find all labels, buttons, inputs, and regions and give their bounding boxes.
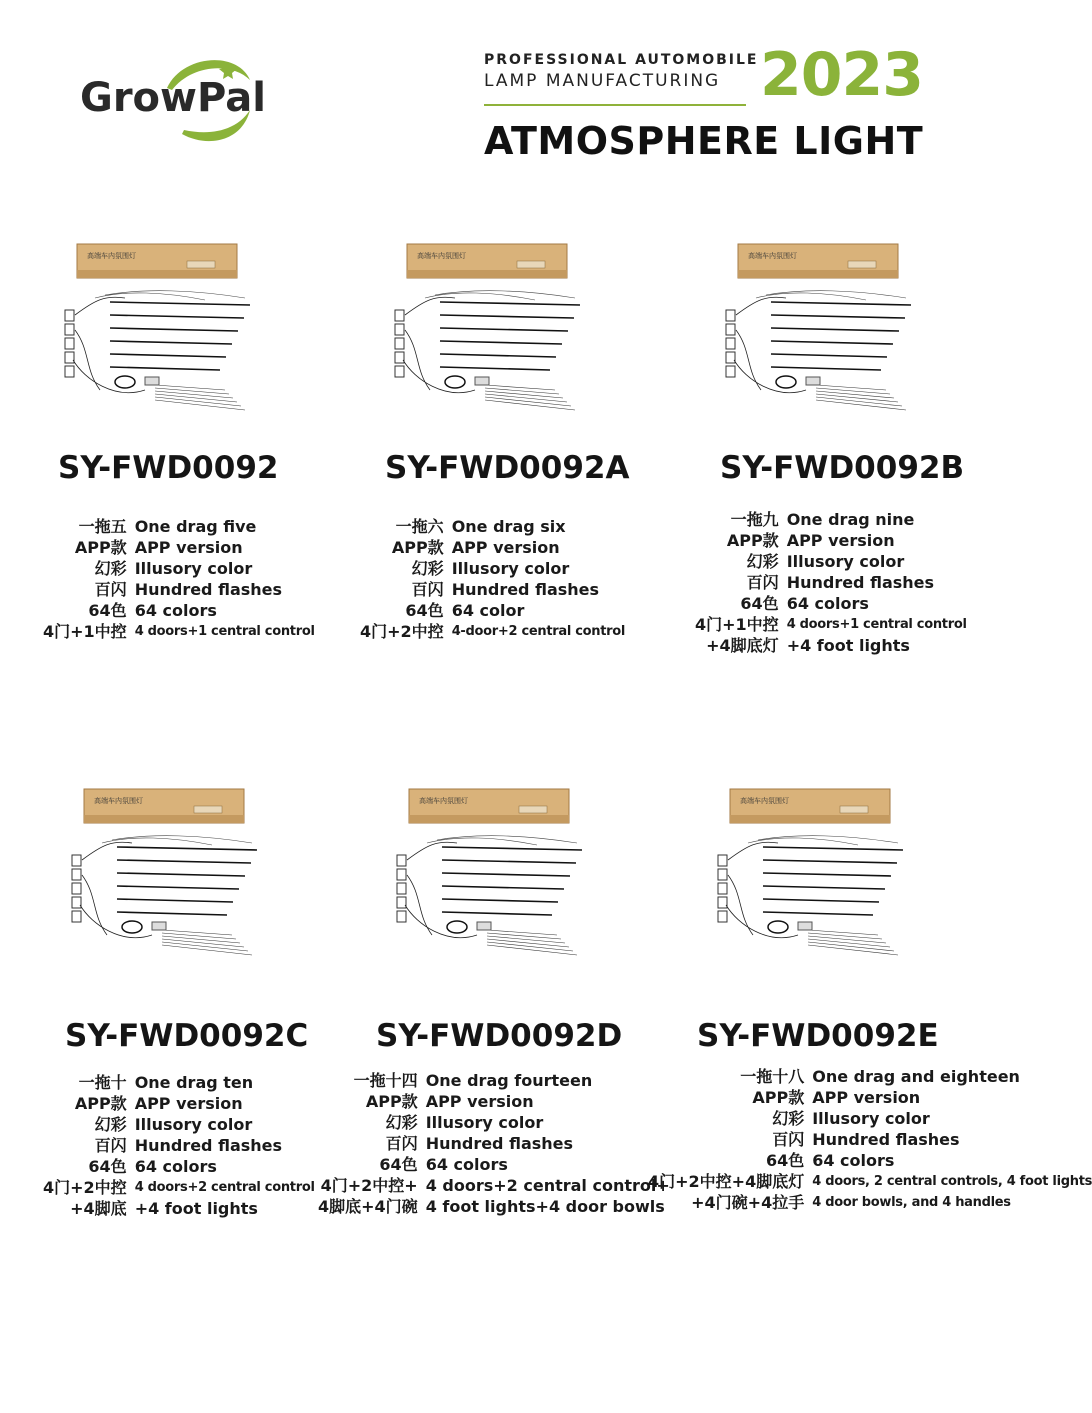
spec-label-en: 4 foot lights+4 door bowls: [425, 1197, 665, 1216]
spec-label-cn: 一拖十八: [740, 1067, 805, 1086]
product-photo: [62, 785, 262, 965]
model-number: SY-FWD0092C: [65, 1018, 309, 1054]
spec-list: [318, 1070, 670, 1217]
year-label: 2023: [760, 40, 923, 110]
spec-label-cn: 一拖九: [730, 510, 779, 529]
tagline-divider: [484, 104, 746, 106]
spec-row: [318, 1112, 670, 1133]
spec-label-en: 64 colors: [134, 1157, 217, 1176]
spec-row: [43, 1156, 315, 1177]
spec-label-cn: 64色: [88, 601, 127, 620]
spec-label-en: One drag fourteen: [425, 1071, 593, 1090]
spec-label-en: APP version: [812, 1088, 921, 1107]
spec-row: [43, 621, 315, 642]
spec-label-cn: APP款: [752, 1088, 805, 1107]
product-photo: [385, 240, 585, 420]
spec-row: [695, 614, 967, 635]
spec-label-cn: 百闪: [746, 573, 779, 592]
spec-row: [695, 572, 967, 593]
spec-row: [648, 1150, 1092, 1171]
spec-label-en: Hundred flashes: [425, 1134, 574, 1153]
spec-row: [360, 579, 625, 600]
spec-label-cn: 64色: [740, 594, 779, 613]
spec-label-cn: 幻彩: [411, 559, 444, 578]
svg-text:高端车内氛围灯: 高端车内氛围灯: [87, 252, 136, 260]
spec-label-en: APP version: [134, 1094, 243, 1113]
spec-label-cn: 64色: [88, 1157, 127, 1176]
spec-label-en: Illusory color: [786, 552, 905, 571]
spec-row: [318, 1070, 670, 1091]
spec-label-en: 4 doors+1 central control: [786, 617, 967, 632]
spec-row: [695, 530, 967, 551]
svg-text:高端车内氛围灯: 高端车内氛围灯: [748, 252, 797, 260]
spec-label-en: APP version: [786, 531, 895, 550]
spec-label-cn: +4脚底灯: [706, 636, 779, 655]
spec-label-cn: 4门+2中控+: [320, 1176, 418, 1195]
spec-label-en: 64 colors: [812, 1151, 895, 1170]
spec-label-en: Hundred flashes: [134, 1136, 283, 1155]
spec-row: [360, 600, 625, 621]
spec-label-cn: 百闪: [94, 1136, 127, 1155]
spec-label-cn: APP款: [365, 1092, 418, 1111]
spec-list: [648, 1066, 1092, 1213]
spec-row: [695, 635, 967, 656]
spec-label-en: Illusory color: [451, 559, 570, 578]
page-headline: ATMOSPHERE LIGHT: [484, 119, 924, 163]
model-number: SY-FWD0092A: [385, 450, 630, 486]
spec-label-cn: 一拖十四: [353, 1071, 418, 1090]
spec-row: [648, 1171, 1092, 1192]
spec-label-en: 4 doors+1 central control: [134, 624, 315, 639]
model-number: SY-FWD0092E: [697, 1018, 939, 1054]
tagline-line2: LAMP MANUFACTURING: [484, 71, 721, 91]
spec-row: [43, 537, 315, 558]
spec-list: [360, 516, 625, 642]
spec-row: [318, 1175, 670, 1196]
spec-label-cn: +4门碗+4拉手: [691, 1193, 805, 1212]
spec-label-cn: 一拖十: [78, 1073, 127, 1092]
spec-label-cn: APP款: [391, 538, 444, 557]
spec-label-en: One drag five: [134, 517, 257, 536]
spec-row: [318, 1154, 670, 1175]
spec-label-en: 4 doors+2 central control: [134, 1180, 315, 1195]
spec-label-cn: 一拖六: [395, 517, 444, 536]
product-photo: [716, 240, 916, 420]
spec-label-cn: 4门+1中控: [695, 615, 779, 634]
spec-row: [360, 621, 625, 642]
svg-text:高端车内氛围灯: 高端车内氛围灯: [417, 252, 466, 260]
spec-label-cn: APP款: [74, 1094, 127, 1113]
spec-row: [43, 1093, 315, 1114]
spec-row: [695, 551, 967, 572]
spec-label-en: APP version: [425, 1092, 534, 1111]
tagline-line1: PROFESSIONAL AUTOMOBILE: [484, 52, 759, 68]
spec-label-en: 4 doors+2 central control+: [425, 1176, 670, 1195]
spec-label-en: +4 foot lights: [134, 1199, 258, 1218]
spec-label-en: Hundred flashes: [134, 580, 283, 599]
spec-row: [360, 558, 625, 579]
spec-label-cn: 4门+1中控: [43, 622, 127, 641]
spec-row: [318, 1196, 670, 1217]
spec-label-cn: +4脚底: [70, 1199, 127, 1218]
spec-label-cn: 百闪: [772, 1130, 805, 1149]
spec-label-en: Illusory color: [812, 1109, 930, 1128]
spec-label-cn: 幻彩: [385, 1113, 418, 1132]
spec-row: [43, 1135, 315, 1156]
spec-row: [318, 1133, 670, 1154]
spec-label-en: One drag six: [451, 517, 566, 536]
spec-label-cn: 4门+2中控: [43, 1178, 127, 1197]
spec-row: [43, 1072, 315, 1093]
spec-label-en: Hundred flashes: [812, 1130, 960, 1149]
spec-list: [695, 509, 967, 656]
spec-label-en: One drag and eighteen: [812, 1067, 1020, 1086]
spec-row: [318, 1091, 670, 1112]
spec-row: [695, 509, 967, 530]
spec-label-cn: 一拖五: [78, 517, 127, 536]
svg-text:高端车内氛围灯: 高端车内氛围灯: [740, 797, 789, 805]
spec-row: [360, 537, 625, 558]
spec-label-en: APP version: [451, 538, 560, 557]
spec-label-en: 64 colors: [134, 601, 217, 620]
spec-row: [43, 1114, 315, 1135]
spec-label-en: Illusory color: [425, 1113, 544, 1132]
spec-row: [43, 516, 315, 537]
product-photo: [55, 240, 255, 420]
spec-label-cn: 幻彩: [746, 552, 779, 571]
spec-list: [43, 516, 315, 642]
spec-row: [43, 558, 315, 579]
spec-label-cn: APP款: [74, 538, 127, 557]
spec-label-cn: APP款: [726, 531, 779, 550]
svg-text:高端车内氛围灯: 高端车内氛围灯: [94, 797, 143, 805]
spec-label-en: One drag nine: [786, 510, 915, 529]
spec-label-en: Illusory color: [134, 1115, 253, 1134]
spec-label-en: Hundred flashes: [786, 573, 935, 592]
spec-row: [43, 1177, 315, 1198]
spec-label-cn: 百闪: [385, 1134, 418, 1153]
spec-label-en: 4 door bowls, and 4 handles: [812, 1195, 1011, 1210]
spec-label-cn: 4门+2中控+4脚底灯: [648, 1172, 805, 1191]
spec-label-cn: 4脚底+4门碗: [318, 1197, 418, 1216]
spec-label-en: 4 doors, 2 central controls, 4 foot lights: [812, 1174, 1092, 1189]
spec-label-en: +4 foot lights: [786, 636, 910, 655]
spec-row: [648, 1108, 1092, 1129]
spec-label-en: One drag ten: [134, 1073, 254, 1092]
spec-row: [695, 593, 967, 614]
spec-label-en: APP version: [134, 538, 243, 557]
svg-text:高端车内氛围灯: 高端车内氛围灯: [419, 797, 468, 805]
spec-label-cn: 幻彩: [772, 1109, 805, 1128]
spec-label-cn: 64色: [405, 601, 444, 620]
spec-label-en: Hundred flashes: [451, 580, 600, 599]
spec-label-en: 4-door+2 central control: [451, 624, 626, 639]
spec-label-en: 64 color: [451, 601, 525, 620]
spec-label-cn: 百闪: [94, 580, 127, 599]
product-photo: [708, 785, 908, 965]
product-photo: [387, 785, 587, 965]
spec-label-cn: 64色: [765, 1151, 805, 1170]
spec-row: [43, 1198, 315, 1219]
model-number: SY-FWD0092D: [376, 1018, 623, 1054]
spec-list: [43, 1072, 315, 1219]
spec-label-en: 64 colors: [425, 1155, 508, 1174]
spec-row: [648, 1066, 1092, 1087]
spec-label-cn: 4门+2中控: [360, 622, 444, 641]
spec-label-en: 64 colors: [786, 594, 869, 613]
spec-row: [648, 1192, 1092, 1213]
spec-label-cn: 百闪: [411, 580, 444, 599]
spec-row: [648, 1087, 1092, 1108]
spec-row: [360, 516, 625, 537]
model-number: SY-FWD0092B: [720, 450, 965, 486]
spec-label-cn: 幻彩: [94, 559, 127, 578]
brand-name: GrowPal: [80, 75, 266, 121]
spec-label-cn: 64色: [379, 1155, 418, 1174]
model-number: SY-FWD0092: [58, 450, 279, 486]
spec-row: [43, 600, 315, 621]
spec-label-cn: 幻彩: [94, 1115, 127, 1134]
spec-label-en: Illusory color: [134, 559, 253, 578]
spec-row: [43, 579, 315, 600]
spec-row: [648, 1129, 1092, 1150]
